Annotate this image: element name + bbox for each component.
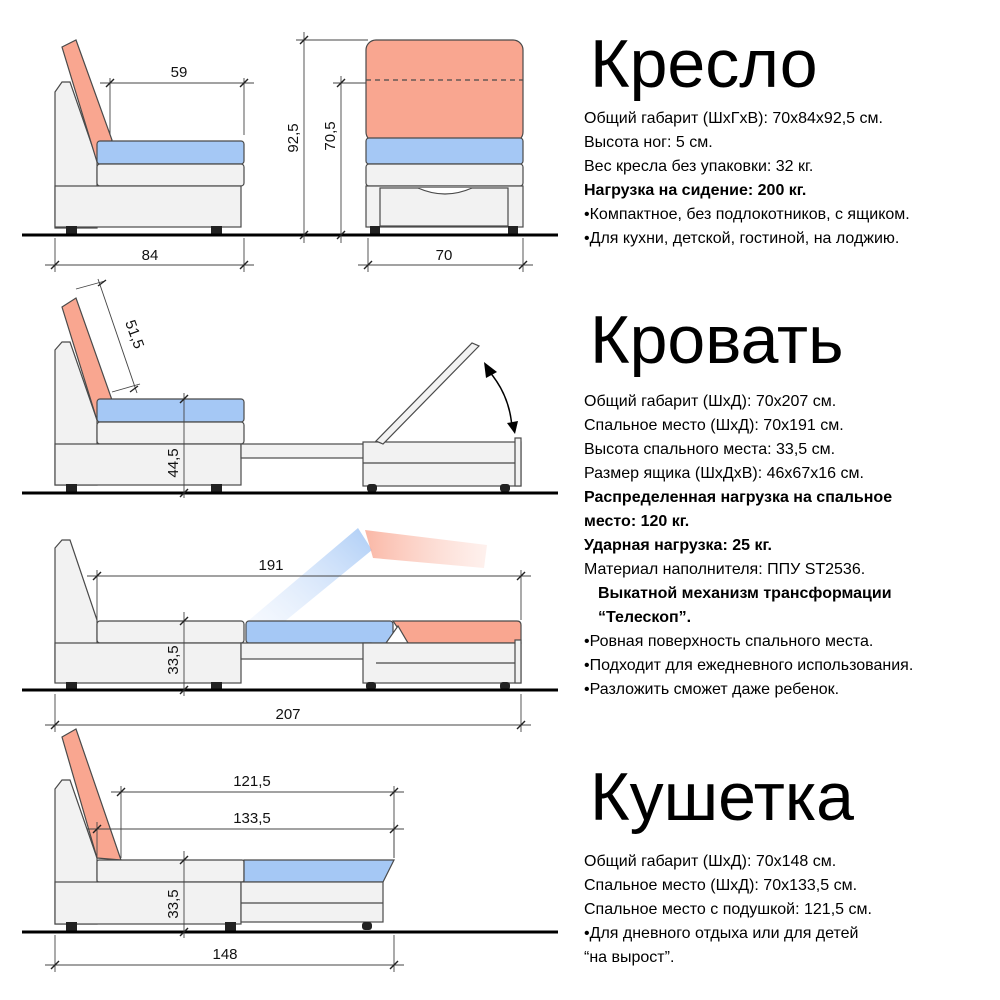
dim-bed-height-b: 33,5	[165, 645, 182, 675]
spec-line: Высота ног: 5 см.	[584, 134, 713, 151]
bed-body-flat	[55, 643, 241, 683]
bed-seat-cushion	[97, 399, 244, 422]
bed-body	[55, 444, 241, 485]
spec-line: Высота спального места: 33,5 см.	[584, 441, 836, 458]
dim-couch-sleep-length: 133,5	[233, 810, 271, 827]
armchair-front-view	[366, 40, 523, 235]
spec-line: Спальное место (ШхД): 70х133,5 см.	[584, 877, 858, 894]
dim-armchair-depth: 84	[141, 247, 159, 264]
bed-slide-rail	[241, 444, 371, 458]
spec-line: Вес кресла без упаковки: 32 кг.	[584, 158, 814, 175]
spec-line-bold: Распределенная нагрузка на спальное	[584, 489, 893, 506]
bed-leg	[367, 484, 377, 492]
armchair-side-view	[55, 40, 244, 235]
bed-sleep-back	[393, 621, 521, 643]
rotate-arrow-icon	[488, 370, 512, 428]
armchair-front-seat	[366, 138, 523, 164]
spec-line: Общий габарит (ШхД): 70х148 см.	[584, 853, 837, 870]
couch-leg	[225, 922, 236, 931]
couch-specs	[584, 850, 872, 970]
bed-rail	[241, 643, 371, 659]
spec-line-bold: Выкатной механизм трансформации	[598, 585, 892, 602]
bed-drawer	[363, 442, 521, 486]
bed-unfolded-view	[55, 528, 521, 691]
bed-seat-base	[97, 422, 244, 444]
dim-bed-total-length: 207	[275, 706, 301, 723]
spec-line: Спальное место (ШхД): 70х191 см.	[584, 417, 844, 434]
dim-bed-sleep-length: 191	[258, 557, 284, 574]
dim-armchair-seat-height: 70,5	[322, 121, 339, 151]
dim-couch-total-length: 148	[212, 946, 238, 963]
dim-armchair-seat-depth: 59	[170, 64, 188, 81]
spec-line: Общий габарит (ШхД): 70х207 см.	[584, 393, 837, 410]
bed-drawer-lid	[376, 343, 479, 444]
spec-line: “на вырост”.	[584, 949, 675, 966]
couch-sleep-seat	[244, 860, 394, 882]
spec-line-bold: Нагрузка на сидение: 200 кг.	[584, 182, 807, 199]
spec-line-bold: Ударная нагрузка: 25 кг.	[584, 537, 772, 554]
armchair-body	[55, 186, 241, 227]
spec-bullet: •Компактное, без подлокотников, с ящиком.	[584, 206, 910, 223]
bed-specs	[584, 390, 913, 702]
dim-couch-with-pillow: 121,5	[233, 773, 271, 790]
transition-shadow-red	[365, 530, 487, 568]
bed-title: Кровать	[590, 302, 844, 378]
dim-bed-back-length: 51,5	[121, 317, 148, 352]
armchair-seat-base	[97, 164, 244, 186]
armchair-seat-cushion	[97, 141, 244, 164]
dim-bed-height-a: 44,5	[165, 448, 182, 478]
spec-bullet: •Ровная поверхность спального места.	[584, 633, 874, 650]
spec-bullet: •Разложить сможет даже ребенок.	[584, 681, 840, 698]
couch-rail	[241, 882, 383, 922]
dim-couch-height: 33,5	[165, 889, 182, 919]
dim-armchair-width: 70	[435, 247, 453, 264]
couch-view	[55, 729, 394, 931]
spec-bullet: •Подходит для ежедневного использования.	[584, 657, 914, 674]
spec-line: Материал наполнителя: ППУ ST2536.	[584, 561, 866, 578]
armchair-front-back	[366, 40, 523, 142]
dim-armchair-height: 92,5	[285, 123, 302, 153]
spec-bullet: •Для кухни, детской, гостиной, на лоджию.	[584, 230, 900, 247]
couch-title: Кушетка	[590, 759, 854, 835]
armchair-title: Кресло	[590, 26, 818, 102]
bed-sleep-seat	[246, 621, 393, 643]
spec-line-bold: место: 120 кг.	[584, 513, 690, 530]
bed-seat-flat	[97, 621, 244, 643]
spec-line: Общий габарит (ШхГхВ): 70х84х92,5 см.	[584, 110, 883, 127]
couch-seat	[97, 860, 244, 882]
couch-leg	[66, 922, 77, 931]
armchair-specs	[584, 107, 910, 251]
couch-body	[55, 882, 241, 924]
bed-leg	[500, 484, 510, 492]
spec-line: Размер ящика (ШхДхВ): 46х67х16 см.	[584, 465, 864, 482]
armchair-front-base	[366, 164, 523, 186]
couch-leg	[362, 922, 372, 930]
spec-line-bold: “Телескоп”.	[598, 609, 692, 626]
spec-bullet: •Для дневного отдыха или для детей	[584, 925, 859, 942]
spec-line: Спальное место с подушкой: 121,5 см.	[584, 901, 872, 918]
